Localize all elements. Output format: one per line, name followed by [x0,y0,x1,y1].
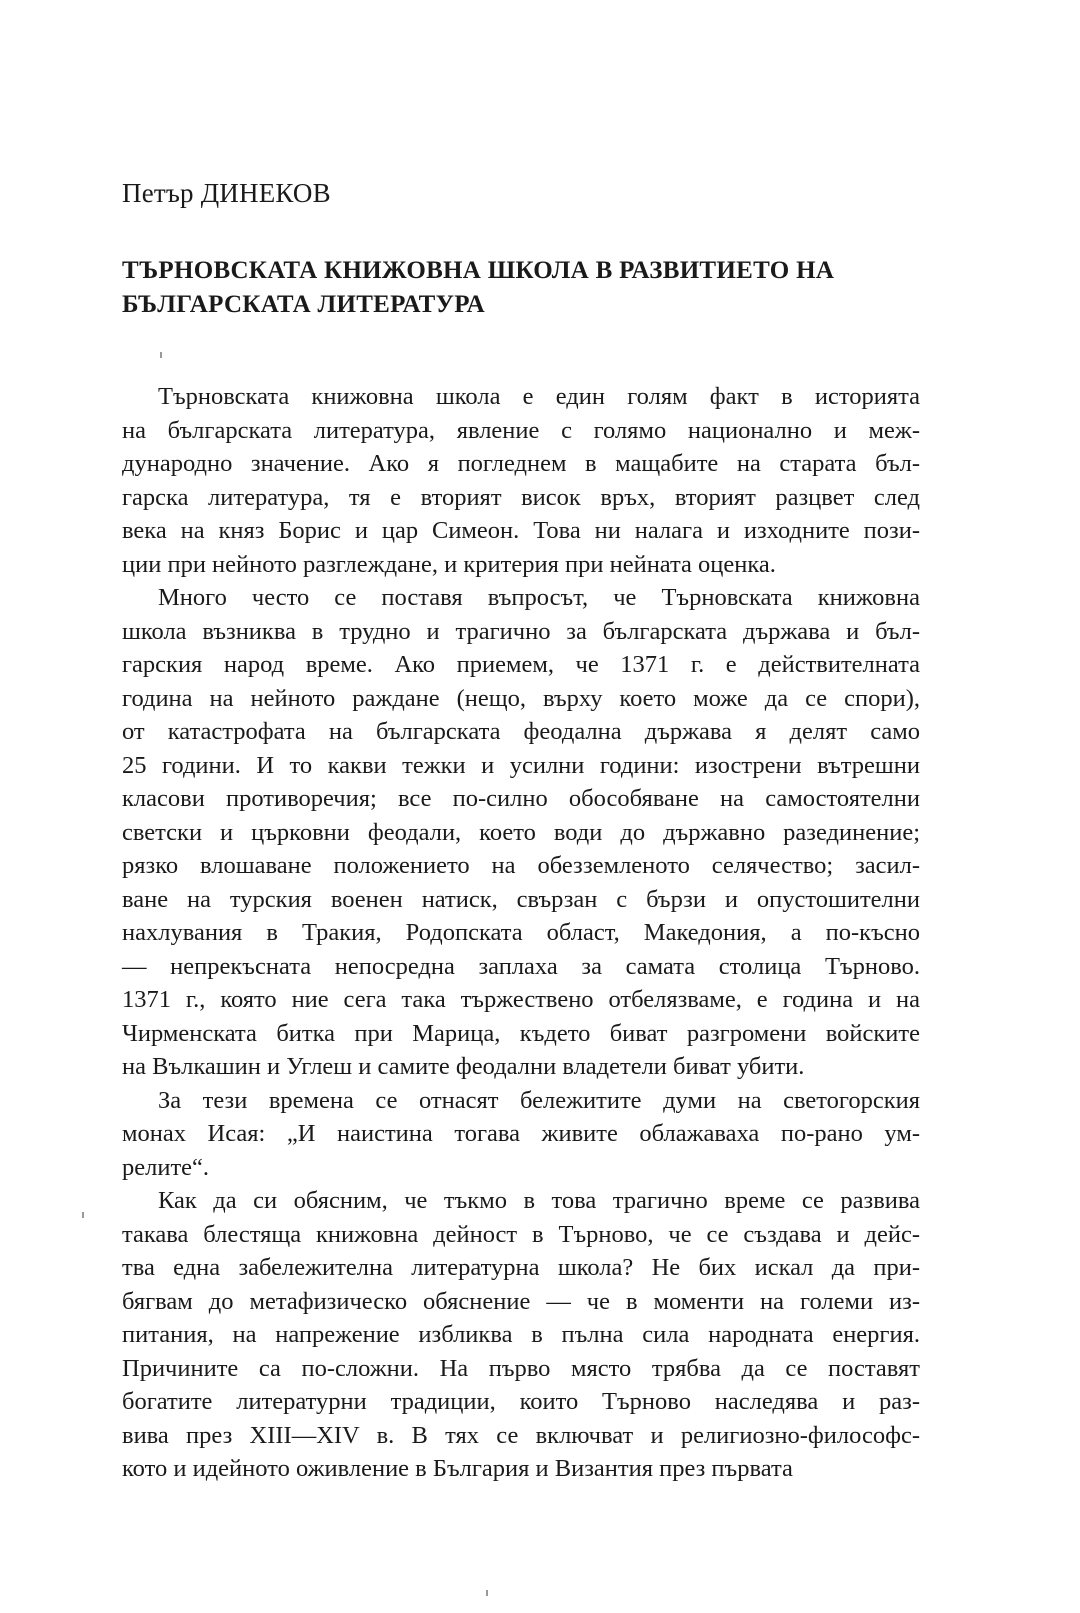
text-line: дународно значение. Ако я погледнем в мащабите на старата бъл- [122,450,920,477]
title-line: ТЪРНОВСКАТА КНИЖОВНА ШКОЛА В РАЗВИТИЕТО НА [122,257,835,284]
text-line: на Вълкашин и Углеш и самите феодални владетели биват убити. [122,1053,805,1080]
text-line: богатите литературни традиции, които Търново наследява и раз- [122,1388,920,1415]
text-line: Търновската книжовна школа е един голям факт в историята [158,383,920,410]
text-line: кото и идейното оживление в България и Византия през първата [122,1455,793,1482]
text-line: такава блестяща книжовна дейност в Търново, че се създава и дейс- [122,1220,920,1248]
text-line: година на нейното раждане (нещо, върху което може да се спори), [122,684,920,712]
text-line: 1371 г., която ние сега така тържествено отбелязваме, е година и на [122,986,920,1013]
text-line: питания, на напрежение избликва в пълна сила народната енергия. [122,1321,920,1348]
paragraph [122,1084,920,1185]
text-line: от катастрофата на българската феодална държава я делят само [122,718,920,745]
paragraph [122,1184,920,1486]
title-line: БЪЛГАРСКАТА ЛИТЕРАТУРА [122,291,486,318]
scan-mark [486,1590,488,1596]
article-body [122,380,920,1486]
article-title [122,254,942,322]
text-line: Чирменската битка при Марица, където биват разгромени войските [122,1019,920,1047]
text-line: бягвам до метафизическо обяснение — че в моменти на големи из- [122,1287,920,1315]
text-line: монах Исая: „И наистина тогава живите облажаваха по-рано ум- [122,1120,920,1147]
text-line: класови противоречия; все по-силно обособяване на самостоятелни [122,785,920,812]
text-line: нахлувания в Тракия, Родопската област, Македония, а по-късно [122,919,920,946]
text-line: рязко влошаване положението на обезземленото селячество; засил- [122,852,920,879]
scan-mark [160,352,162,358]
text-line: релите“. [122,1153,210,1181]
text-line: школа възниква в трудно и трагично за българската държава и бъл- [122,617,920,645]
text-line: 25 години. И то какви тежки и усилни години: изострени вътрешни [122,751,920,779]
text-line: Много често се поставя въпросът, че Търновската книжовна [158,584,920,611]
text-line: гарския народ време. Ако приемем, че 1371 г. е действителната [122,651,920,678]
text-line: века на княз Борис и цар Симеон. Това ни налага и изходните пози- [122,517,920,544]
text-line: ване на турския военен натиск, свързан с бързи и опустошителни [122,885,920,913]
text-line: За тези времена се отнасят бележитите думи на светогорския [158,1086,920,1114]
text-line: ции при нейното разглеждане, и критерия при нейната оценка. [122,550,776,578]
author-name: Петър ДИНЕКОВ [122,178,331,208]
text-line: на българската литература, явление с голямо национално и меж- [122,416,920,444]
scan-mark [82,1212,84,1218]
text-line: светски и църковни феодали, което води до държавно разединение; [122,818,920,846]
paragraph [122,380,920,581]
text-line: Как да си обясним, че тъкмо в това трагично време се развива [158,1187,920,1214]
text-line: тва една забележителна литературна школа? Не бих искал да при- [122,1254,920,1281]
text-line: гарска литература, тя е вторият висок връх, вторият разцвет след [122,483,920,511]
text-line: Причините са по-сложни. На първо място трябва да се поставят [122,1354,920,1382]
paragraph [122,581,920,1084]
text-line: — непрекъсната непосредна заплаха за самата столица Търново. [122,952,920,980]
text-line: вива през XIII—XIV в. В тях се включват и религиозно-философс- [122,1421,920,1449]
